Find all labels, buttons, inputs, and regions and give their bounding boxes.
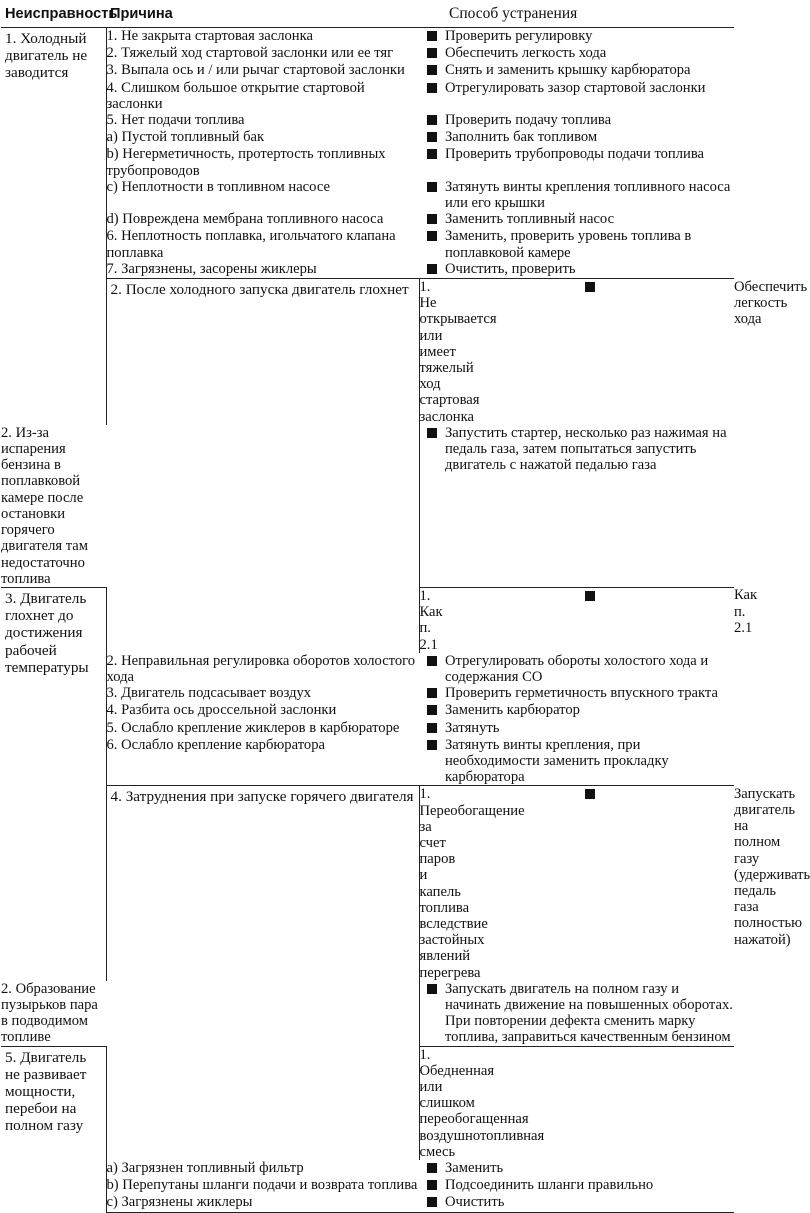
bullet-square-icon (427, 182, 437, 192)
bullet-square-icon (427, 705, 437, 715)
bullet-square-icon (427, 984, 437, 994)
cause-cell: 5. Нет подачи топлива (106, 112, 245, 129)
fix-cell: Заменить топливный насос (445, 211, 615, 228)
table-row: 2. После холодного запуска двигатель глохнет 1. Не открывается или имеет тяжелый ход стартовая заслонка Обеспечить легкость хода (1, 279, 734, 425)
bullet-square-icon (427, 656, 437, 666)
bullet-square-icon (427, 1180, 437, 1190)
cause-cell: 1. Как п. 2.1 (419, 587, 443, 653)
cause-cell: 7. Загрязнены, засорены жиклеры (106, 261, 419, 279)
cause-cell: 3. Выпала ось и / или рычаг стартовой заслонки (106, 62, 405, 79)
fix-cell: Проверить герметичность впускного тракта (445, 685, 718, 702)
bullet-square-icon (427, 83, 437, 93)
cause-cell: а) Загрязнен топливный фильтр (106, 1160, 304, 1177)
cause-cell: 6. Ослабло крепление карбюратора (106, 737, 419, 786)
fix-cell: Запустить стартер, несколько раз нажимая на педаль газа, затем попытаться запустить двигатель с нажатой педалью газа (445, 425, 734, 588)
bullet-square-icon (427, 723, 437, 733)
cause-cell: а) Пустой топливный бак (106, 129, 265, 146)
table-row: 3. Двигатель глохнет до достижения рабочей температуры 1. Как п. 2.1 Как п. 2.1 (1, 587, 734, 652)
table-row (1, 653, 734, 685)
fix-cell: Затянуть винты крепления топливного насоса или его крышки (445, 178, 731, 212)
fix-cell: Заменить, проверить уровень топлива в поплавковой камере (445, 228, 692, 261)
bullet-square-icon (427, 264, 437, 274)
cause-cell: c) Неплотности в топливном насосе (106, 178, 330, 195)
table-row (1, 720, 734, 737)
bullet-square-icon (585, 282, 595, 292)
fix-cell: Проверить регулировку (445, 28, 593, 44)
fix-cell: Обеспечить легкость хода (445, 45, 607, 62)
fix-cell: Запускать двигатель на полном газу и начинать движение на повышенных оборотах. При повторении дефекта сменить марку топлива, заправиться качественным бензином (445, 980, 733, 1046)
bullet-square-icon (427, 132, 437, 142)
table-row (1, 112, 734, 129)
table-row (1, 146, 734, 178)
table-row (1, 129, 734, 146)
table-row (1, 45, 734, 62)
table-body (1, 28, 810, 1213)
cause-cell: d) Повреждена мембрана топливного насоса (106, 211, 384, 228)
table-row (1, 28, 734, 46)
table-row (1, 702, 734, 719)
fix-cell: Подсоединить шланги правильно (445, 1177, 654, 1194)
bullet-square-icon (427, 149, 437, 159)
bullet-square-icon (427, 740, 437, 750)
cause-cell: 2. Неправильная регулировка оборотов холостого хода (106, 652, 416, 685)
fix-cell: Затянуть (445, 719, 500, 736)
fix-cell: Затянуть винты крепления, при необходимости заменить прокладку карбюратора (445, 737, 734, 786)
cause-cell: 6. Неплотность поплавка, игольчатого клапана поплавка (106, 228, 396, 261)
fix-cell: Отрегулировать обороты холостого хода и содержания СО (445, 652, 709, 685)
header-fault: Неисправность (1, 0, 106, 28)
fault-cell: 5. Двигатель не развивает мощности, перебои на полном газу (1, 1046, 106, 1212)
cause-cell: с) Загрязнены жиклеры (106, 1194, 419, 1212)
fix-cell: Проверить подачу топлива (445, 112, 612, 129)
table-row (1, 179, 734, 211)
fix-cell: Очистить (445, 1194, 734, 1212)
fix-cell: Очистить, проверить (445, 261, 734, 279)
bullet-square-icon (427, 1163, 437, 1173)
fix-cell: Отрегулировать зазор стартовой заслонки (445, 79, 706, 96)
cause-cell: 5. Ослабло крепление жиклеров в карбюраторе (106, 719, 400, 736)
bullet-square-icon (427, 428, 437, 438)
table-row (1, 261, 734, 279)
cause-cell: 4. Слишком большое открытие стартовой заслонки (106, 79, 365, 112)
cause-cell: 2. Тяжелый ход стартовой заслонки или ее тяг (106, 45, 394, 62)
bullet-square-icon (427, 115, 437, 125)
table-row (1, 1160, 734, 1177)
header-fix: Способ устранения (445, 0, 734, 28)
fix-cell: Заменить (445, 1160, 504, 1177)
fix-cell: Проверить трубопроводы подачи топлива (445, 146, 705, 163)
bullet-square-icon (585, 591, 595, 601)
table-row (1, 1194, 734, 1212)
bullet-square-icon (427, 31, 437, 41)
table-row (1, 685, 734, 702)
table-row (1, 62, 734, 79)
bullet-square-icon (427, 65, 437, 75)
cause-cell: 3. Двигатель подсасывает воздух (106, 685, 312, 702)
fix-cell: Заменить карбюратор (445, 702, 580, 719)
table-row (1, 1177, 734, 1194)
cause-cell: 4. Разбита ось дроссельной заслонки (106, 702, 337, 719)
fault-cell: 1. Холодный двигатель не заводится (1, 28, 106, 425)
table-row (1, 80, 734, 112)
fault-cell: 2. После холодного запуска двигатель глохнет (106, 279, 419, 653)
bullet-square-icon (427, 231, 437, 241)
bullet-square-icon (427, 214, 437, 224)
bullet-square-icon (427, 688, 437, 698)
header-cause: Причина (106, 0, 419, 28)
troubleshooting-table (1, 0, 810, 1213)
table-row: 4. Затруднения при запуске горячего двигателя 1. Переобогащение за счет паров и капель топлива вследствие застойных явлений перегрева Запускать двигатель на полном газу (удерживать педаль газа полностью нажатой) (1, 786, 734, 981)
table-row (1, 228, 734, 260)
cause-cell: 2. Из-за испарения бензина в поплавковой камере после остановки горячего двигателя там недостаточно топлива (1, 425, 106, 588)
cause-cell: b) Перепутаны шланги подачи и возврата топлива (106, 1177, 418, 1194)
fix-cell: Заполнить бак топливом (445, 129, 598, 146)
bullet-square-icon (585, 789, 595, 799)
cause-cell: 1. Обедненная или слишком переобогащенная воздушнотопливная смесь (419, 1046, 545, 1160)
table-header-row (1, 0, 734, 28)
cause-cell: b) Негерметичность, протертость топливных трубопроводов (106, 146, 386, 179)
cause-cell: 2. Образование пузырьков пара в подводимом топливе (1, 981, 106, 1046)
table-row (1, 211, 734, 228)
bullet-square-icon (427, 1197, 437, 1207)
fix-cell: Снять и заменить крышку карбюратора (445, 62, 691, 79)
cause-cell: 1. Не закрыта стартовая заслонка (106, 28, 313, 44)
bullet-square-icon (427, 48, 437, 58)
table-row (1, 737, 734, 786)
fault-cell: 3. Двигатель глохнет до достижения рабочей температуры (1, 587, 106, 980)
fault-cell: 4. Затруднения при запуске горячего двигателя (106, 786, 419, 1160)
cause-cell: 1. Не открывается или имеет тяжелый ход стартовая заслонка (419, 279, 497, 425)
cause-cell: 1. Переобогащение за счет паров и капель топлива вследствие застойных явлений перегрева (419, 786, 525, 981)
